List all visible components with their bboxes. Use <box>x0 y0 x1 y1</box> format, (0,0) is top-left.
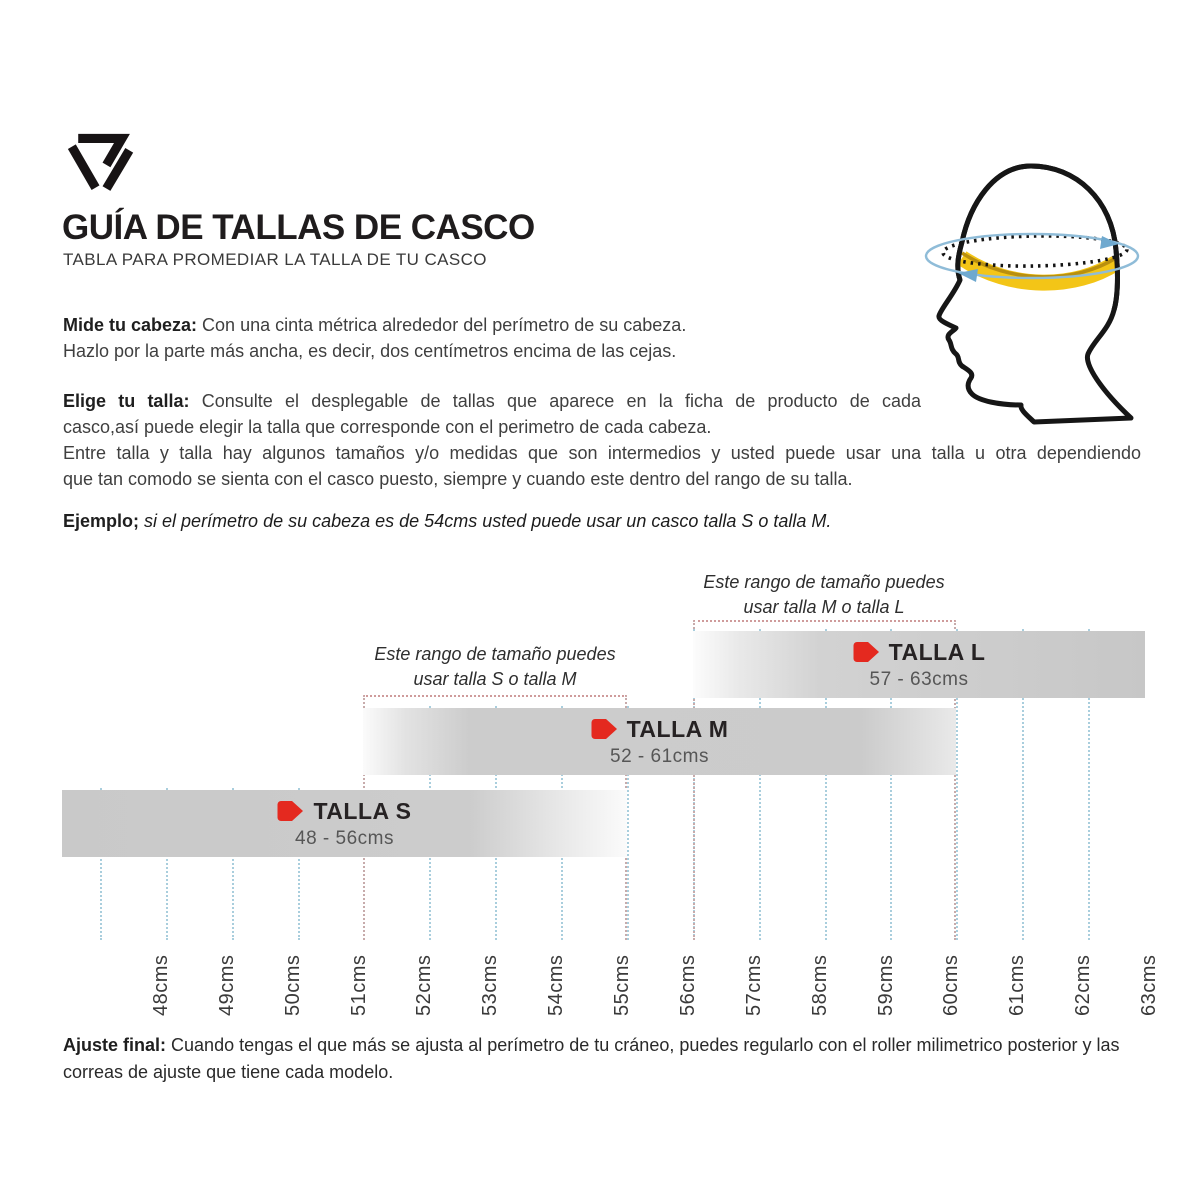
tick-label-49: 49cms <box>216 954 238 1016</box>
tick-label-57: 57cms <box>743 954 765 1016</box>
tick-label-54: 54cms <box>545 954 567 1016</box>
text-line: correas de ajuste que tiene cada modelo. <box>63 1062 394 1082</box>
choose-label: Elige tu talla: <box>63 391 190 411</box>
tick-label-52: 52cms <box>413 954 435 1016</box>
size-bar-label: TALLA S <box>313 797 412 824</box>
text-line: Entre talla y talla hay algunos tamaños y/o medidas que son intermedios y usted puede usar una talla u otra dependiendo <box>63 443 1141 463</box>
footer-label: Ajuste final: <box>63 1035 167 1055</box>
size-bar-m <box>363 708 956 775</box>
example-label: Ejemplo; <box>63 511 140 531</box>
tick-label-55: 55cms <box>611 954 633 1016</box>
text-line: Ajuste final: Cuando tengas el que más se ajusta al perímetro de tu cráneo, puedes regularlo con el roller milimetrico posterior y las <box>63 1035 1120 1055</box>
tick-label-53: 53cms <box>479 954 501 1016</box>
tick-label-50: 50cms <box>282 954 304 1016</box>
size-bar-s <box>62 790 627 857</box>
tick-label-60: 60cms <box>940 954 962 1016</box>
text-line: casco,así puede elegir la talla que corresponde con el perimetro de cada cabeza. <box>63 417 712 437</box>
page-title: GUÍA DE TALLAS DE CASCO <box>62 208 535 247</box>
text-line: que tan comodo se sienta con el casco puesto, siempre y cuando este dentro del rango de su talla. <box>63 469 853 489</box>
size-bar-label: TALLA L <box>888 638 986 665</box>
brand-logo-icon <box>60 126 142 202</box>
size-range-chart <box>62 570 1160 1020</box>
tick-label-51: 51cms <box>348 954 370 1016</box>
tick-label-58: 58cms <box>809 954 831 1016</box>
size-bar-l <box>693 631 1145 698</box>
text-line: Hazlo por la parte más ancha, es decir, dos centímetros encima de las cejas. <box>63 341 677 361</box>
tick-label-61: 61cms <box>1006 954 1028 1016</box>
measure-head-paragraph <box>63 312 883 364</box>
annotation-s-m: Este rango de tamaño puedes usar talla S o talla M <box>374 644 616 689</box>
tick-label-48: 48cms <box>150 954 172 1016</box>
size-bar-range: 48 - 56cms <box>295 827 394 849</box>
annotation-m-l: Este rango de tamaño puedes usar talla M o talla L <box>703 572 945 617</box>
tick-label-63: 63cms <box>1138 954 1160 1016</box>
text-line: Mide tu cabeza: Con una cinta métrica alrededor del perímetro de su cabeza. <box>63 315 687 335</box>
choose-size-paragraph <box>63 388 1143 492</box>
final-adjustment-paragraph <box>63 1032 1153 1086</box>
tag-icon <box>591 718 618 740</box>
head-measurement-diagram <box>916 158 1144 426</box>
tag-icon <box>853 641 880 663</box>
size-bar-label: TALLA M <box>626 715 729 742</box>
tick-label-62: 62cms <box>1072 954 1094 1016</box>
size-bar-range: 52 - 61cms <box>610 745 709 767</box>
tag-icon <box>277 800 304 822</box>
example-paragraph: Ejemplo; si el perímetro de su cabeza es de 54cms usted puede usar un casco talla S o talla M. <box>63 511 832 531</box>
measure-label: Mide tu cabeza: <box>63 315 198 335</box>
page-subtitle: TABLA PARA PROMEDIAR LA TALLA DE TU CASCO <box>63 250 487 269</box>
size-bar-range: 57 - 63cms <box>869 668 969 690</box>
tick-label-59: 59cms <box>875 954 897 1016</box>
text-line: Elige tu talla: Consulte el desplegable de tallas que aparece en la ficha de producto de cada <box>63 391 921 411</box>
tick-label-56: 56cms <box>677 954 699 1016</box>
